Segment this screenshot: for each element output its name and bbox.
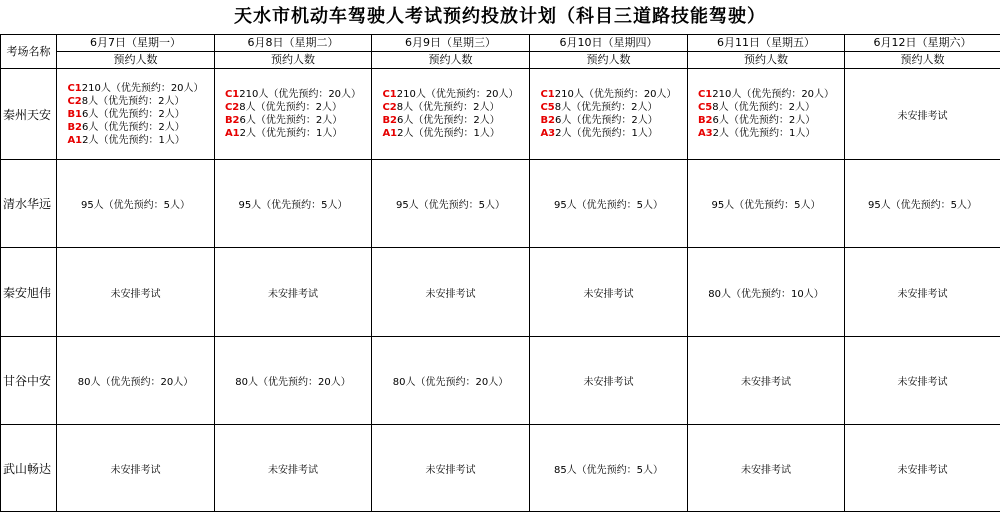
cell-text: 95人（优先预约：5人） [553,200,664,211]
quota-text: 210人（优先预约：20人） [81,82,204,94]
venue-name: 武山畅达 [1,425,57,512]
quota-line [698,114,834,127]
license-class-code: C1 [67,82,82,94]
schedule-cell [57,69,215,160]
table-row [1,69,1000,160]
quota-text: 6人（优先预约：2人） [555,115,658,126]
header-row-subtitle [1,52,1000,69]
quota-text: 8人（优先预约：2人） [712,102,815,113]
sub-header: 预约人数 [57,52,215,69]
schedule-cell [688,248,845,337]
schedule-cell [530,69,688,160]
quota-list [540,88,676,140]
sub-header: 预约人数 [372,52,530,69]
quota-text: 2人（优先预约：1人） [397,128,500,139]
schedule-cell [688,337,845,425]
quota-text: 210人（优先预约：20人） [239,89,362,100]
cell-text: 未安排考试 [268,288,318,300]
license-class-code: B1 [67,108,83,120]
venue-name: 甘谷中安 [1,337,57,425]
day-header: 6月9日（星期三） [372,35,530,52]
quota-line [382,114,518,127]
sub-header: 预约人数 [845,52,1000,69]
license-class-code: B2 [67,121,83,133]
schedule-cell [688,160,845,248]
quota-line [67,121,203,134]
schedule-cell [372,160,530,248]
schedule-table [0,34,1000,512]
quota-line [382,127,518,140]
quota-line [540,127,676,140]
page-title: 天水市机动车驾驶人考试预约投放计划（科目三道路技能驾驶） [234,6,766,27]
license-class-code: B2 [224,115,240,126]
schedule-cell [57,425,215,512]
venue-name: 秦安旭伟 [1,248,57,337]
schedule-cell [57,160,215,248]
quota-text: 6人（优先预约：2人） [82,121,185,133]
cell-text: 未安排考试 [425,464,476,476]
venue-column-header: 考场名称 [1,35,57,69]
license-class-code: B2 [697,115,713,126]
cell-text: 80人（优先预约：20人） [235,377,351,388]
quota-text: 6人（优先预约：2人） [712,115,816,126]
cell-text: 未安排考试 [268,464,318,476]
schedule-cell [372,69,530,160]
schedule-cell [845,69,1000,160]
license-class-code: B2 [382,115,398,126]
quota-text: 210人（优先预约：20人） [396,89,519,100]
table-row [1,337,1000,425]
schedule-cell [845,160,1000,248]
quota-text: 2人（优先预约：1人） [712,128,816,139]
schedule-cell [530,425,688,512]
sub-header: 预约人数 [530,52,688,69]
quota-line [698,127,834,140]
quota-text: 6人（优先预约：2人） [397,115,500,126]
day-header: 6月8日（星期二） [215,35,372,52]
sub-header: 预约人数 [215,52,372,69]
quota-line [698,88,834,101]
license-class-code: A1 [382,128,398,139]
quota-line [67,95,203,108]
license-class-code: C5 [540,102,555,113]
license-class-code: B2 [540,115,556,126]
header-row-days [1,35,1000,52]
quota-text: 8人（优先预约：2人） [396,102,500,113]
table-row [1,160,1000,248]
schedule-cell [845,248,1000,337]
quota-text: 8人（优先预约：2人） [81,95,185,107]
license-class-code: A3 [540,128,556,139]
license-class-code: A1 [224,128,240,139]
cell-text: 未安排考试 [897,377,948,388]
quota-text: 2人（优先预约：1人） [82,134,185,146]
venue-name: 秦州天安 [1,69,57,160]
day-header: 6月12日（星期六） [845,35,1000,52]
cell-text: 85人（优先预约：5人） [553,464,664,476]
schedule-cell [215,248,372,337]
schedule-cell [530,337,688,425]
quota-line [67,82,203,95]
schedule-cell [215,160,372,248]
license-class-code: C1 [697,89,713,100]
schedule-cell [845,337,1000,425]
cell-text: 未安排考试 [110,464,161,476]
quota-text: 210人（优先预约：20人） [712,89,835,100]
cell-text: 80人（优先预约：10人） [708,288,824,300]
quota-line [67,108,203,121]
schedule-cell [57,248,215,337]
quota-line [540,88,676,101]
cell-text: 未安排考试 [897,110,948,122]
cell-text: 未安排考试 [583,377,634,388]
venue-name: 清水华远 [1,160,57,248]
schedule-cell [215,425,372,512]
quota-text: 2人（优先预约：1人） [239,128,343,139]
quota-list [225,88,361,140]
quota-line [540,114,676,127]
cell-text: 未安排考试 [897,288,948,300]
schedule-cell [57,337,215,425]
table-row [1,248,1000,337]
cell-text: 95人（优先预约：5人） [395,200,506,211]
license-class-code: C1 [224,89,240,100]
cell-text: 未安排考试 [110,288,161,300]
sub-header: 预约人数 [688,52,845,69]
quota-line [225,101,361,114]
quota-list [67,82,203,147]
quota-text: 2人（优先预约：1人） [555,128,658,139]
cell-text: 95人（优先预约：5人） [711,200,821,211]
license-class-code: C1 [540,89,555,100]
cell-text: 未安排考试 [741,377,791,388]
schedule-cell [530,248,688,337]
day-header: 6月10日（星期四） [530,35,688,52]
cell-text: 95人（优先预约：5人） [238,200,348,211]
quota-list [698,88,834,140]
schedule-cell [845,425,1000,512]
quota-line [698,101,834,114]
license-class-code: C2 [67,95,82,107]
schedule-cell [688,69,845,160]
quota-line [67,134,203,147]
cell-text: 80人（优先预约：20人） [392,377,509,388]
day-header: 6月7日（星期一） [57,35,215,52]
license-class-code: C2 [224,102,240,113]
quota-text: 6人（优先预约：2人） [239,115,343,126]
schedule-cell [372,337,530,425]
cell-text: 80人（优先预约：20人） [77,377,194,388]
quota-line [225,114,361,127]
license-class-code: A1 [67,134,83,146]
quota-text: 8人（优先预约：2人） [554,102,658,113]
cell-text: 未安排考试 [741,464,791,476]
quota-line [382,88,518,101]
schedule-cell [215,337,372,425]
license-class-code: A3 [697,128,713,139]
cell-text: 未安排考试 [897,464,948,476]
cell-text: 未安排考试 [583,288,634,300]
license-class-code: C5 [697,102,713,113]
quota-text: 6人（优先预约：2人） [82,108,185,120]
quota-line [382,101,518,114]
license-class-code: C1 [382,89,397,100]
quota-line [225,88,361,101]
table-row [1,425,1000,512]
quota-list [382,88,518,140]
schedule-cell [688,425,845,512]
quota-line [225,127,361,140]
quota-text: 210人（优先预约：20人） [554,89,677,100]
schedule-cell [372,425,530,512]
schedule-cell [215,69,372,160]
cell-text: 未安排考试 [425,288,476,300]
quota-line [540,101,676,114]
schedule-cell [372,248,530,337]
quota-text: 8人（优先预约：2人） [239,102,342,113]
cell-text: 95人（优先预约：5人） [867,200,978,211]
cell-text: 95人（优先预约：5人） [80,200,191,211]
license-class-code: C2 [382,102,397,113]
day-header: 6月11日（星期五） [688,35,845,52]
schedule-cell [530,160,688,248]
